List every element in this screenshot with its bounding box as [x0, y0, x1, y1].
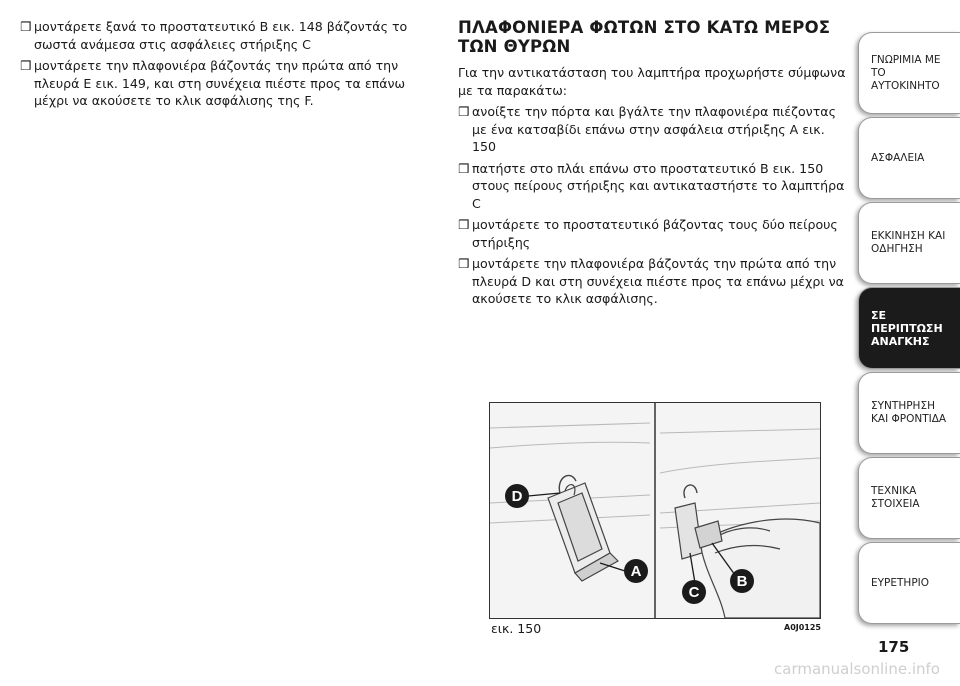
checkbox-bullet-icon: ❒	[20, 19, 32, 34]
tab-index[interactable]	[858, 542, 960, 624]
tab-label: ΤΕΧΝΙΚΑ ΣΤΟΙΧΕΙΑ	[871, 485, 920, 510]
list-item	[458, 255, 848, 308]
item-text: ανοίξτε την πόρτα και βγάλτε την πλαφονιέρα πιέζοντας με ένα κατσαβίδι επάνω στην ασφάλεια στήριξης A εικ. 150	[472, 104, 836, 154]
label-d: D	[511, 488, 523, 505]
list-item	[20, 18, 440, 53]
page-number: 175	[878, 638, 910, 656]
left-column	[20, 18, 440, 114]
tab-label: ΕΥΡΕΤΗΡΙΟ	[871, 576, 930, 589]
tab-label: ΕΚΚΙΝΗΣΗ ΚΑΙ ΟΔΗΓΗΣΗ	[871, 230, 946, 255]
tab-technical-data[interactable]	[858, 457, 960, 539]
checkbox-bullet-icon: ❒	[458, 256, 470, 271]
tab-getting-to-know-car[interactable]	[858, 32, 960, 114]
item-text: πατήστε στο πλάι επάνω στο προστατευτικό B εικ. 150 στους πείρους στήριξης και αντικαταστήστε το λαμπτήρα C	[472, 160, 845, 211]
label-c: C	[688, 584, 700, 601]
figure-caption: εικ. 150	[491, 621, 542, 636]
item-text: μοντάρετε την πλαφονιέρα βάζοντάς την πρώτα από την πλευρά D και στη συνέχεια πιέστε προς τα επάνω μέχρι να ακούσετε το κλικ ασφάλισης.	[472, 256, 844, 306]
tab-maintenance[interactable]	[858, 372, 960, 454]
list-item	[458, 216, 848, 251]
checkbox-bullet-icon: ❒	[20, 58, 32, 73]
checkbox-bullet-icon: ❒	[458, 160, 470, 176]
watermark: carmanualsonline.info	[774, 660, 940, 678]
checkbox-bullet-icon: ❒	[458, 104, 470, 119]
section-heading: ΠΛΑΦΟΝΙΕΡΑ ΦΩΤΩΝ ΣΤΟ ΚΑΤΩ ΜΕΡΟΣ ΤΩΝ ΘΥΡΩΝ	[458, 18, 831, 56]
item-text: μοντάρετε το προστατευτικό βάζοντας τους δύο πείρους στήριξης	[472, 217, 838, 250]
intro-text: Για την αντικατάσταση του λαμπτήρα προχωρήστε σύμφωνα με τα παρακάτω:	[458, 65, 846, 98]
tab-starting-driving[interactable]	[858, 202, 960, 284]
tab-label: ΓΝΩΡΙΜΙΑ ΜΕ ΤΟ ΑΥΤΟΚΙΝΗΤΟ	[871, 53, 941, 92]
item-text: μοντάρετε την πλαφονιέρα βάζοντάς την πρώτα από την πλευρά E εικ. 149, και στη συνέχεια πιέστε προς τα επάνω μέχρι να ακούσετε το κλικ ασφάλισης της F.	[34, 58, 406, 108]
checkbox-bullet-icon: ❒	[458, 217, 470, 232]
right-column	[458, 18, 848, 312]
list-item	[458, 160, 848, 213]
item-text: μοντάρετε ξανά το προστατευτικό B εικ. 148 βάζοντάς το σωστά ανάμεσα στις ασφάλειες στήριξης C	[34, 19, 408, 52]
label-b: B	[736, 573, 748, 590]
tab-safety[interactable]	[858, 117, 960, 199]
tab-label: ΣΥΝΤΗΡΗΣΗ ΚΑΙ ΦΡΟΝΤΙΔΑ	[871, 400, 947, 425]
label-a: A	[630, 563, 642, 580]
list-item	[20, 57, 440, 110]
lamp-replacement-illustration	[490, 403, 820, 618]
figure-code: A0J0125	[784, 623, 821, 632]
tab-emergency[interactable]	[858, 287, 960, 369]
list-item	[458, 103, 848, 156]
tab-label: ΣΕ ΠΕΡΙΠΤΩΣΗ ΑΝΑΓΚΗΣ	[871, 308, 943, 348]
tab-label: ΑΣΦΑΛΕΙΑ	[871, 151, 925, 164]
figure-illustration	[489, 402, 821, 619]
